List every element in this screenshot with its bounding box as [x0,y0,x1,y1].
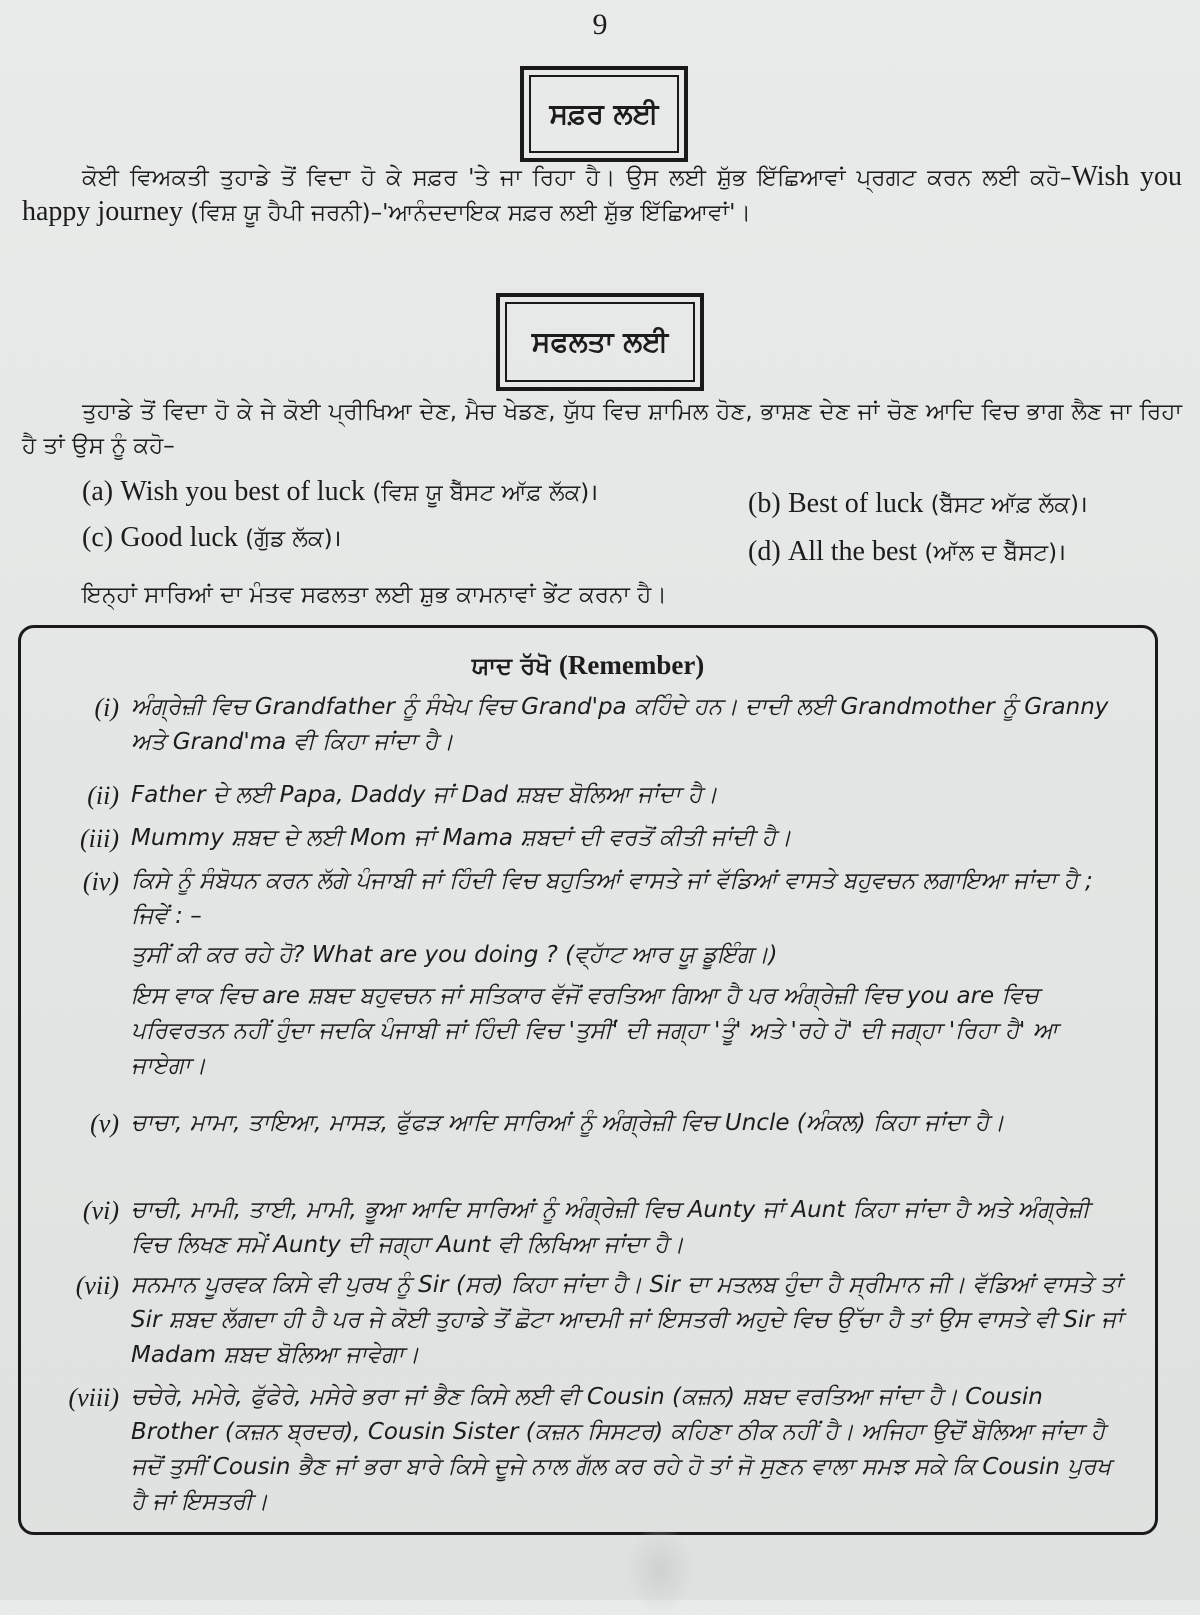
success-summary: ਇਨ੍ਹਾਂ ਸਾਰਿਆਂ ਦਾ ਮੰਤਵ ਸਫਲਤਾ ਲਈ ਸ਼ੁਭ ਕਾਮਨਾਵਾਂ ਭੇਂਟ ਕਰਨਾ ਹੈ। [82,582,667,608]
wish-label: (a) [82,476,114,507]
item-text: Mummy ਸ਼ਬਦ ਦੇ ਲਈ Mom ਜਾਂ Mama ਸ਼ਬਦਾਂ ਦੀ ਵਰਤੋਂ ਕੀਤੀ ਜਾਂਦੀ ਹੈ। [131,825,792,851]
remember-item-vii [33,1268,1123,1373]
section-heading-travel [520,66,688,162]
wish-english: Best of luck [787,488,924,519]
travel-paragraph [22,160,1182,230]
item-text: ਚਚੇਰੇ, ਮਮੇਰੇ, ਫੁੱਫੇਰੇ, ਮਸੇਰੇ ਭਰਾ ਜਾਂ ਭੈਣ ਕਿਸੇ ਲਈ ਵੀ Cousin (ਕਜ਼ਨ) ਸ਼ਬਦ ਵਰਤਿਆ ਜਾਂਦਾ ਹੈ। Cousin Brother (ਕਜ਼ਨ ਬ੍ਰਦਰ), Cousin Sister (ਕਜ਼ਨ ਸਿਸਟਰ) ਕਹਿਣਾ ਠੀਕ ਨਹੀਂ ਹੈ। ਅਜਿਹਾ ਉਦੋਂ ਬੋਲਿਆ ਜਾਂਦਾ ਹੈ ਜਦੋਂ ਤੁਸੀਂ Cousin ਭੈਣ ਜਾਂ ਭਰਾ ਬਾਰੇ ਕਿਸੇ ਦੂਜੇ ਨਾਲ ਗੱਲ ਕਰ ਰਹੇ ਹੋ ਤਾਂ ਜੋ ਸੁਣਨ ਵਾਲਾ ਸਮਝ ਸਕੇ ਕਿ Cousin ਪੁਰਖ ਹੈ ਜਾਂ ਇਸਤਰੀ। [131,1384,1111,1515]
item-number: (i) [94,693,119,722]
section-heading-success-text: ਸਫਲਤਾ ਲਈ [505,302,695,382]
item-text: ਚਾਚਾ, ਮਾਮਾ, ਤਾਇਆ, ਮਾਸੜ, ਫੁੱਫੜ ਆਦਿ ਸਾਰਿਆਂ ਨੂੰ ਅੰਗ੍ਰੇਜ਼ੀ ਵਿਚ Uncle (ਅੰਕਲ) ਕਿਹਾ ਜਾਂਦਾ ਹੈ। [131,1110,1005,1136]
item-text-block [131,864,1123,1084]
page-number: 9 [592,8,608,41]
remember-title-en: (Remember) [558,650,705,680]
item-number: (vi) [82,1196,119,1225]
wish-item-c [82,520,341,557]
wish-punjabi: (ਬੈੱਸਟ ਆੱਫ਼ ਲੱਕ)। [923,492,1088,518]
item-number: (ii) [87,781,119,810]
item-number: (v) [90,1109,119,1138]
remember-item-i [33,690,1123,760]
travel-paragraph-pa2: (ਵਿਸ਼ ਯੂ ਹੈਪੀ ਜਰਨੀ)–'ਆਨੰਦਦਾਇਕ ਸਫ਼ਰ ਲਈ ਸ਼ੁੱਭ ਇੱਛਿਆਵਾਂ'। [182,200,752,226]
wish-label: (c) [82,522,114,553]
wish-label: (d) [748,536,781,567]
item-number: (iv) [82,867,119,896]
wish-punjabi: (ਗੁੱਡ ਲੱਕ)। [237,526,342,552]
travel-paragraph-en: Wish you happy journey [22,161,1182,227]
remember-item-iv [33,864,1123,1084]
wish-punjabi: (ਵਿਸ਼ ਯੂ ਬੈੱਸਟ ਆੱਫ਼ ਲੱਕ)। [365,480,598,506]
wish-english: Good luck [120,522,238,553]
item-text: ਚਾਚੀ, ਮਾਮੀ, ਤਾਈ, ਮਾਮੀ, ਭੂਆ ਆਦਿ ਸਾਰਿਆਂ ਨੂੰ ਅੰਗ੍ਰੇਜ਼ੀ ਵਿਚ Aunty ਜਾਂ Aunt ਕਿਹਾ ਜਾਂਦਾ ਹੈ ਅਤੇ ਅੰਗ੍ਰੇਜ਼ੀ ਵਿਚ ਲਿਖਣ ਸਮੇਂ Aunty ਦੀ ਜਗ੍ਹਾ Aunt ਵੀ ਲਿਖਿਆ ਜਾਂਦਾ ਹੈ। [131,1197,1090,1258]
item-text: Father ਦੇ ਲਈ Papa, Daddy ਜਾਂ Dad ਸ਼ਬਦ ਬੋਲਿਆ ਜਾਂਦਾ ਹੈ। [131,782,718,808]
remember-item-vi [33,1193,1123,1263]
item-text: ਸਨਮਾਨ ਪੂਰਵਕ ਕਿਸੇ ਵੀ ਪੁਰਖ ਨੂੰ Sir (ਸਰ) ਕਿਹਾ ਜਾਂਦਾ ਹੈ। Sir ਦਾ ਮਤਲਬ ਹੁੰਦਾ ਹੈ ਸ੍ਰੀਮਾਨ ਜੀ। ਵੱਡਿਆਂ ਵਾਸਤੇ ਤਾਂ Sir ਸ਼ਬਦ ਲੱਗਦਾ ਹੀ ਹੈ ਪਰ ਜੇ ਕੋਈ ਤੁਹਾਡੇ ਤੋਂ ਛੋਟਾ ਆਦਮੀ ਜਾਂ ਇਸਤਰੀ ਅਹੁਦੇ ਵਿਚ ਉੱਚਾ ਹੈ ਤਾਂ ਉਸ ਵਾਸਤੇ ਵੀ Sir ਜਾਂ Madam ਸ਼ਬਦ ਬੋਲਿਆ ਜਾਵੇਗਾ। [131,1272,1123,1368]
section-heading-travel-text: ਸਫ਼ਰ ਲਈ [529,75,679,153]
wish-item-a [82,474,598,511]
wish-item-d [748,534,1066,571]
remember-item-viii [33,1380,1123,1520]
remember-title-pa: ਯਾਦ ਰੱਖੋ [471,652,551,680]
success-paragraph: ਤੁਹਾਡੇ ਤੋਂ ਵਿਦਾ ਹੋ ਕੇ ਜੇ ਕੋਈ ਪ੍ਰੀਖਿਆ ਦੇਣ, ਮੈਚ ਖੇਡਣ, ਯੁੱਧ ਵਿਚ ਸ਼ਾਮਿਲ ਹੋਣ, ਭਾਸ਼ਣ ਦੇਣ ਜਾਂ ਚੋਣ ਆਦਿ ਵਿਚ ਭਾਗ ਲੈਣ ਜਾ ਰਿਹਾ ਹੈ ਤਾਂ ਉਸ ਨੂੰ ਕਹੋ– [22,399,1182,459]
item-example: ਤੁਸੀਂ ਕੀ ਕਰ ਰਹੇ ਹੋ? What are you doing ? (ਵ੍ਹਾੱਟ ਆਰ ਯੂ ਡੂਇੰਗ।) [131,942,778,968]
wish-punjabi: (ਆੱਲ ਦ ਬੈੱਸਟ)। [917,540,1066,566]
item-number: (vii) [75,1271,119,1300]
remember-item-v [33,1106,1123,1141]
remember-item-ii [33,778,1123,813]
remember-title [21,650,1155,681]
travel-paragraph-pa1: ਕੋਈ ਵਿਅਕਤੀ ਤੁਹਾਡੇ ਤੋਂ ਵਿਦਾ ਹੋ ਕੇ ਸਫ਼ਰ 'ਤੇ ਜਾ ਰਿਹਾ ਹੈ। ਉਸ ਲਈ ਸ਼ੁੱਭ ਇੱਛਿਆਵਾਂ ਪ੍ਰਗਟ ਕਰਨ ਲਈ ਕਹੋ– [82,165,1072,191]
item-text: ਅੰਗ੍ਰੇਜ਼ੀ ਵਿਚ Grandfather ਨੂੰ ਸੰਖੇਪ ਵਿਚ Grand'pa ਕਹਿੰਦੇ ਹਨ। ਦਾਦੀ ਲਈ Grandmother ਨੂੰ Granny ਅਤੇ Grand'ma ਵੀ ਕਿਹਾ ਜਾਂਦਾ ਹੈ। [131,694,1109,755]
wish-english: All the best [787,536,918,567]
remember-box [18,625,1158,1535]
item-explanation: ਇਸ ਵਾਕ ਵਿਚ are ਸ਼ਬਦ ਬਹੁਵਚਨ ਜਾਂ ਸਤਿਕਾਰ ਵੱਜੋਂ ਵਰਤਿਆ ਗਿਆ ਹੈ ਪਰ ਅੰਗ੍ਰੇਜ਼ੀ ਵਿਚ you are ਵਿਚ ਪਰਿਵਰਤਨ ਨਹੀਂ ਹੁੰਦਾ ਜਦਕਿ ਪੰਜਾਬੀ ਜਾਂ ਹਿੰਦੀ ਵਿਚ 'ਤੁਸੀਂ' ਦੀ ਜਗ੍ਹਾ 'ਤੂੰ' ਅਤੇ 'ਰਹੇ ਹੋ' ਦੀ ਜਗ੍ਹਾ 'ਰਿਹਾ ਹੈ' ਆ ਜਾਏਗਾ। [131,983,1058,1079]
remember-item-iii [33,821,1123,856]
wish-item-b [748,486,1088,523]
item-text: ਕਿਸੇ ਨੂੰ ਸੰਬੋਧਨ ਕਰਨ ਲੱਗੇ ਪੰਜਾਬੀ ਜਾਂ ਹਿੰਦੀ ਵਿਚ ਬਹੁਤਿਆਂ ਵਾਸਤੇ ਜਾਂ ਵੱਡਿਆਂ ਵਾਸਤੇ ਬਹੁਵਚਨ ਲਗਾਇਆ ਜਾਂਦਾ ਹੈ ; ਜਿਵੇਂ : – [131,868,1093,929]
wish-english: Wish you best of luck [120,476,366,507]
wish-label: (b) [748,488,781,519]
item-number: (iii) [80,824,119,853]
page-shadow [625,1525,695,1615]
item-number: (viii) [68,1383,119,1412]
section-heading-success [496,293,704,391]
